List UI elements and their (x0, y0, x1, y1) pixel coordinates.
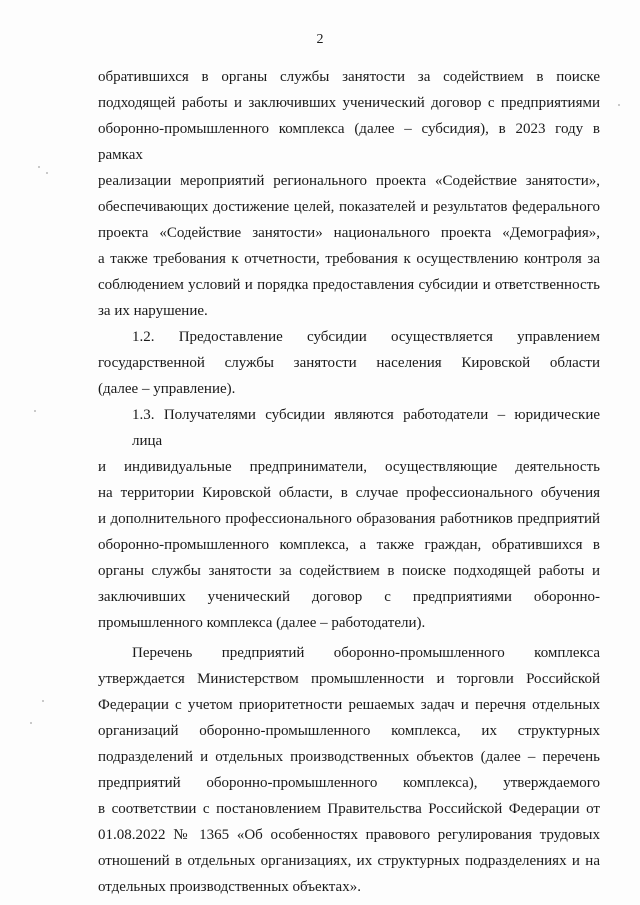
scan-speck (38, 166, 40, 168)
text-line: отдельных производственных объектах». (98, 879, 361, 895)
scan-speck (30, 722, 32, 724)
text-line: подразделений и отдельных производственных объектов (далее – перечень (98, 749, 600, 765)
text-line: и индивидуальные предприниматели, осуществляющие деятельность (98, 459, 600, 475)
scan-speck (42, 700, 44, 702)
scan-speck (34, 410, 36, 412)
text-line: за их нарушение. (98, 303, 208, 319)
text-line: утверждается Министерством промышленности и торговли Российской (98, 671, 600, 687)
text-line: соблюдением условий и порядка предоставления субсидии и ответственность (98, 277, 600, 293)
text-line: и дополнительного профессионального образования работников предприятий (98, 511, 600, 527)
paragraph-1 (98, 64, 600, 324)
text-line: 1.3. Получателями субсидии являются работодатели – юридические лица (132, 407, 600, 449)
text-line: обеспечивающих достижение целей, показателей и результатов федерального (98, 199, 600, 215)
paragraph-enterprise-list (98, 640, 600, 900)
scan-speck (618, 104, 620, 106)
scan-speck (46, 172, 48, 174)
text-line: организаций оборонно-промышленного комплекса, их структурных (98, 723, 600, 739)
text-line: органы службы занятости за содействием в поиске подходящей работы и (98, 563, 600, 579)
text-line: Федерации с учетом приоритетности решаемых задач и перечня отдельных (98, 697, 600, 713)
text-line: обратившихся в органы службы занятости за содействием в поиске (98, 69, 600, 85)
text-line: реализации мероприятий регионального проекта «Содействие занятости», (98, 173, 600, 189)
text-line: 01.08.2022 № 1365 «Об особенностях правового регулирования трудовых (98, 827, 600, 843)
text-line: оборонно-промышленного комплекса (далее – субсидия), в 2023 году в рамках (98, 121, 600, 163)
page-number: 2 (316, 32, 324, 47)
text-line: отношений в отдельных организациях, их структурных подразделениях и на (98, 853, 600, 869)
text-line: 1.2. Предоставление субсидии осуществляется управлением (132, 329, 600, 345)
text-line: государственной службы занятости населения Кировской области (98, 355, 600, 371)
text-line: (далее – управление). (98, 381, 236, 397)
text-line: Перечень предприятий оборонно-промышленного комплекса (132, 645, 600, 661)
text-line: в соответствии с постановлением Правительства Российской Федерации от (98, 801, 600, 817)
paragraph-1-2 (98, 324, 600, 402)
text-line: на территории Кировской области, в случае профессионального обучения (98, 485, 600, 501)
text-body (98, 64, 600, 900)
text-line: проекта «Содействие занятости» национального проекта «Демография», (98, 225, 600, 241)
paragraph-1-3 (98, 402, 600, 636)
text-line: предприятий оборонно-промышленного комплекса), утверждаемого (98, 775, 600, 791)
text-line: промышленного комплекса (далее – работодатели). (98, 615, 426, 631)
text-line: заключивших ученический договор с предприятиями оборонно- (98, 589, 600, 605)
text-line: оборонно-промышленного комплекса, а также граждан, обратившихся в (98, 537, 600, 553)
text-line: подходящей работы и заключивших ученический договор с предприятиями (98, 95, 600, 111)
text-line: а также требования к отчетности, требования к осуществлению контроля за (98, 251, 600, 267)
